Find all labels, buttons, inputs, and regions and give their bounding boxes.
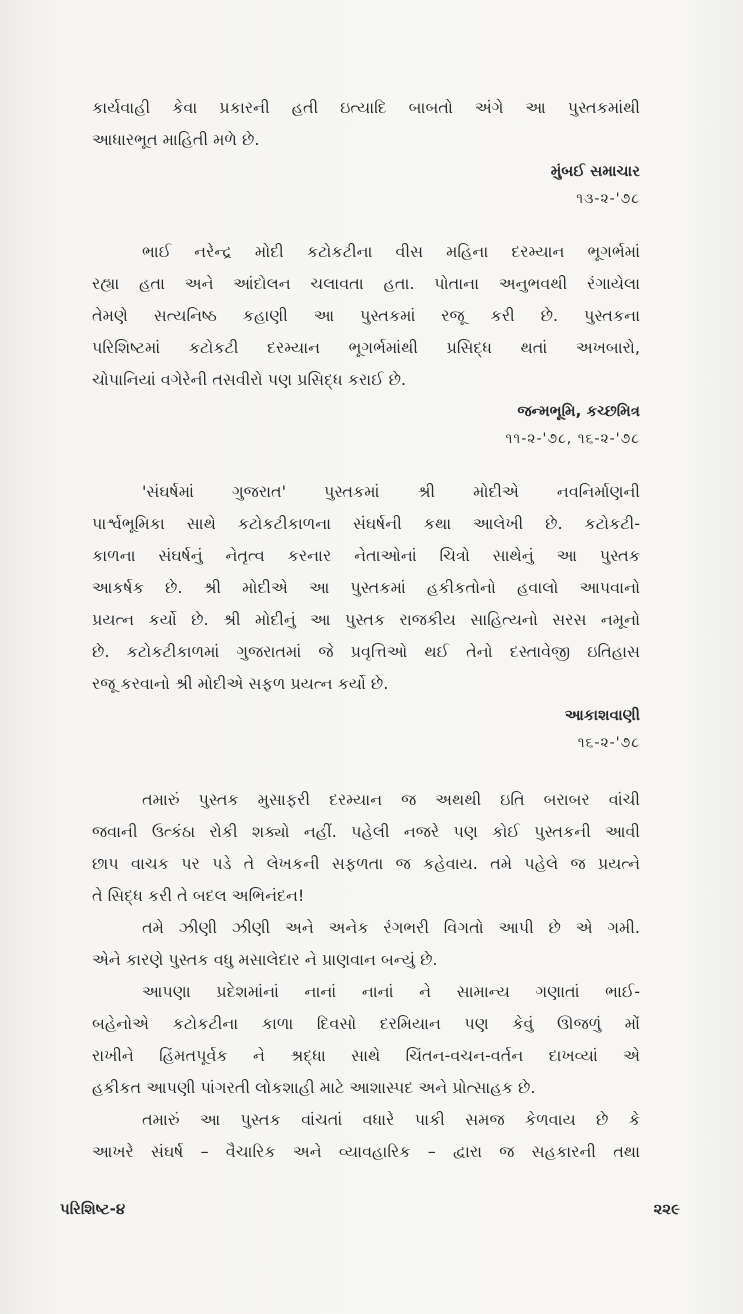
- letter-paragraph: [92, 784, 640, 912]
- text-line: છે. કટોકટીકાળમાં ગુજરાતમાં જે પ્રવૃત્તિઓ થઈ તેનો દસ્તાવેજી ઇતિહાસ: [92, 642, 640, 661]
- letter-paragraph: [92, 912, 640, 976]
- text-line: ચોપાનિયાં વગેરેની તસવીરો પણ પ્રસિદ્ધ કરાઈ છે.: [92, 370, 407, 389]
- text-line: કાળના સંઘર્ષનું નેતૃત્વ કરનાર નેતાઓનાં ચિત્રો સાથેનું આ પુસ્તક: [92, 546, 640, 565]
- text-line: એને કારણે પુસ્તક વધુ મસાલેદાર ને પ્રાણવાન બન્યું છે.: [92, 950, 438, 969]
- text-line: આપણા પ્રદેશમાંનાં નાનાં નાનાં ને સામાન્ય ગણાતાં ભાઈ-: [142, 982, 640, 1001]
- text-line: રાખીને હિંમતપૂર્વક ને શ્રદ્ધા સાથે ચિંતન-વચન-વર્તન દાખવ્યાં એ: [92, 1046, 640, 1065]
- page-footer: [60, 1200, 680, 1218]
- text-line: આખરે સંઘર્ષ – વૈચારિક અને વ્યાવહારિક – દ્વારા જ સહકારની તથા: [92, 1142, 640, 1161]
- review-date: ૧૩-૨-'૭૮: [576, 191, 640, 207]
- page-number: ૨૨૯: [653, 1200, 680, 1218]
- review-source: મુંબઈ સમાચાર: [550, 162, 640, 180]
- review-date: ૧૬-૨-'૭૮: [577, 735, 640, 751]
- text-line: આધારભૂત માહિતી મળે છે.: [92, 130, 260, 149]
- text-line: કાર્યવાહી કેવા પ્રકારની હતી ઇત્યાદિ બાબતો અંગે આ પુસ્તકમાંથી: [92, 98, 640, 117]
- page-content: [92, 92, 640, 1168]
- text-line: આકર્ષક છે. શ્રી મોદીએ આ પુસ્તકમાં હકીકતોનો હવાલો આપવાનો: [92, 578, 640, 597]
- text-line: 'સંઘર્ષમાં ગુજરાત' પુસ્તકમાં શ્રી મોદીએ નવનિર્માણની: [142, 482, 640, 501]
- text-line: તેમણે સત્યનિષ્ઠ કહાણી આ પુસ્તકમાં રજૂ કરી છે. પુસ્તકના: [92, 306, 640, 325]
- text-line: છાપ વાચક પર પડે તે લેખકની સફળતા જ કહેવાય. તમે પહેલે જ પ્રયત્ને: [92, 854, 640, 873]
- text-line: બહેનોએ કટોકટીના કાળા દિવસો દરમિયાન પણ કેવું ઊજળું મોં: [92, 1014, 640, 1033]
- text-line: રહ્યા હતા અને આંદોલન ચલાવતા હતા. પોતાના અનુભવથી રંગાયેલા: [92, 274, 640, 293]
- text-line: તમારું આ પુસ્તક વાંચતાં વધારે પાકી સમજ કેળવાય છે કે: [142, 1110, 640, 1129]
- review-paragraph: [92, 236, 640, 396]
- text-line: તે સિદ્ધ કરી તે બદલ અભિનંદન!: [92, 886, 305, 905]
- text-line: તમારું પુસ્તક મુસાફરી દરમ્યાન જ અથથી ઇતિ બરાબર વાંચી: [142, 790, 640, 809]
- review-source: જન્મભૂમિ, કચ્છમિત્ર: [517, 402, 640, 420]
- text-line: પ્રયત્ન કર્યો છે. શ્રી મોદીનું આ પુસ્તક રાજકીય સાહિત્યનો સરસ નમૂનો: [92, 610, 640, 629]
- text-line: પાર્શ્વભૂમિકા સાથે કટોકટીકાળના સંઘર્ષની કથા આલેખી છે. કટોકટી-: [92, 514, 640, 533]
- review-source: આકાશવાણી: [564, 706, 640, 724]
- review-paragraph: [92, 476, 640, 700]
- text-line: તમે ઝીણી ઝીણી અને અનેક રંગભરી વિગતો આપી છે એ ગમી.: [142, 918, 640, 937]
- text-line: રજૂ કરવાનો શ્રી મોદીએ સફળ પ્રયત્ન કર્યો છે.: [92, 674, 389, 693]
- review-date: ૧૧-૨-'૭૮, ૧૬-૨-'૭૮: [505, 431, 640, 447]
- review-paragraph: [92, 92, 640, 156]
- text-line: ભાઈ નરેન્દ્ર મોદી કટોકટીના વીસ મહિના દરમ્યાન ભૂગર્ભમાં: [142, 242, 640, 261]
- text-line: હકીકત આપણી પાંગરતી લોકશાહી માટે આશાસ્પદ અને પ્રોત્સાહક છે.: [92, 1078, 536, 1097]
- text-line: પરિશિષ્ટમાં કટોકટી દરમ્યાન ભૂગર્ભમાંથી પ્રસિદ્ધ થતાં અખબારો,: [92, 338, 640, 357]
- letter-paragraph: [92, 1104, 640, 1168]
- appendix-label: પરિશિષ્ટ-૪: [60, 1200, 126, 1218]
- text-line: જવાની ઉત્કંઠા રોકી શક્યો નહીં. પહેલી નજરે પણ કોઈ પુસ્તકની આવી: [92, 822, 640, 841]
- letter-paragraph: [92, 976, 640, 1104]
